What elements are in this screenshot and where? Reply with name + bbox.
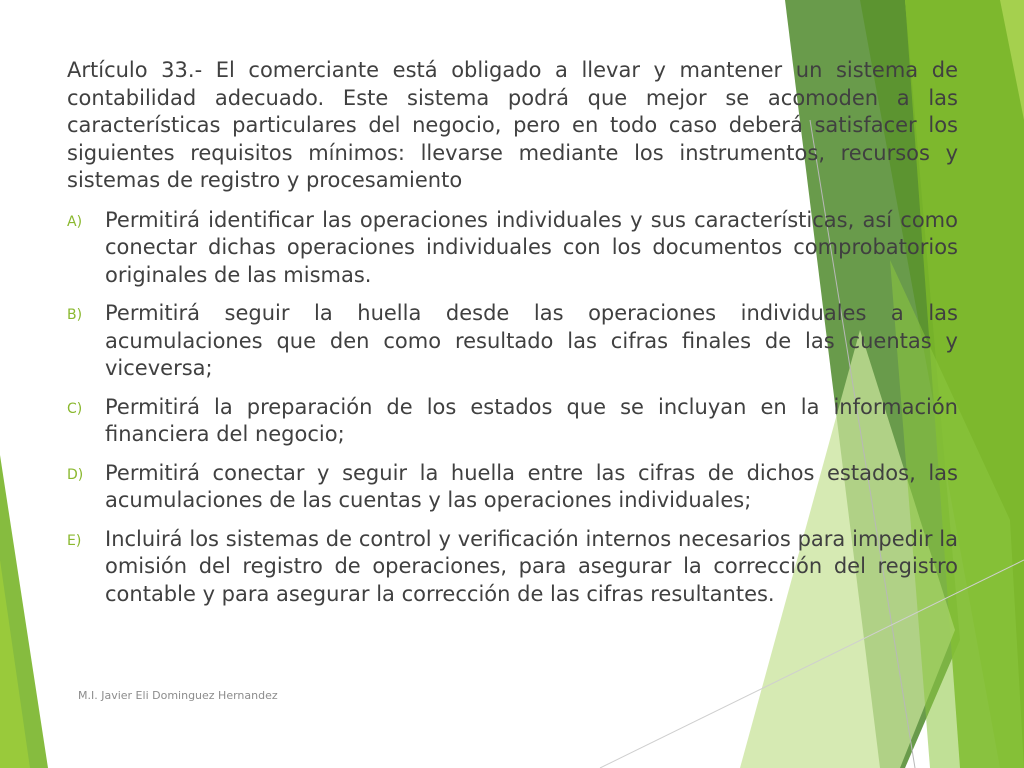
list-item-text: Permitirá la preparación de los estados que se incluyan en la información financiera del negocio; [105,394,958,446]
list-item [67,394,958,449]
list-marker: A) [67,213,83,230]
list-marker: C) [67,400,83,417]
list-item-text: Permitirá conectar y seguir la huella entre las cifras de dichos estados, las acumulaciones de las cuentas y las operaciones individuales; [105,460,958,512]
list-item-text: Incluirá los sistemas de control y verificación internos necesarios para impedir la omisión del registro de operaciones, para asegurar la corrección del registro contable y para asegurar la corrección de las cifras resultantes. [105,526,958,606]
list-item-text: Permitirá seguir la huella desde las operaciones individuales a las acumulaciones que den como resultado las cifras finales de las cuentas y viceversa; [105,301,958,380]
list-marker: D) [67,466,84,483]
article-intro-paragraph: Artículo 33.- El comerciante está obligado a llevar y mantener un sistema de contabilidad adecuado. Este sistema podrá que mejor se acomoden a las características particulares del negocio, pero en todo caso deberá satisfacer los siguientes requisitos mínimos: llevarse mediante los instrumentos, recursos y sistemas de registro y procesamiento [67,58,958,192]
list-item [67,460,958,515]
list-item [67,207,958,290]
list-marker: E) [67,532,82,549]
list-item [67,300,958,383]
list-item-text: Permitirá identificar las operaciones individuales y sus características, así como conectar dichas operaciones individuales con los documentos comprobatorios originales de las mismas. [105,207,958,287]
list-marker: B) [67,307,83,323]
footer-author: M.I. Javier Eli Dominguez Hernandez [78,689,278,702]
slide-content [67,57,958,619]
list-item [67,526,958,609]
requirements-list [67,207,958,609]
